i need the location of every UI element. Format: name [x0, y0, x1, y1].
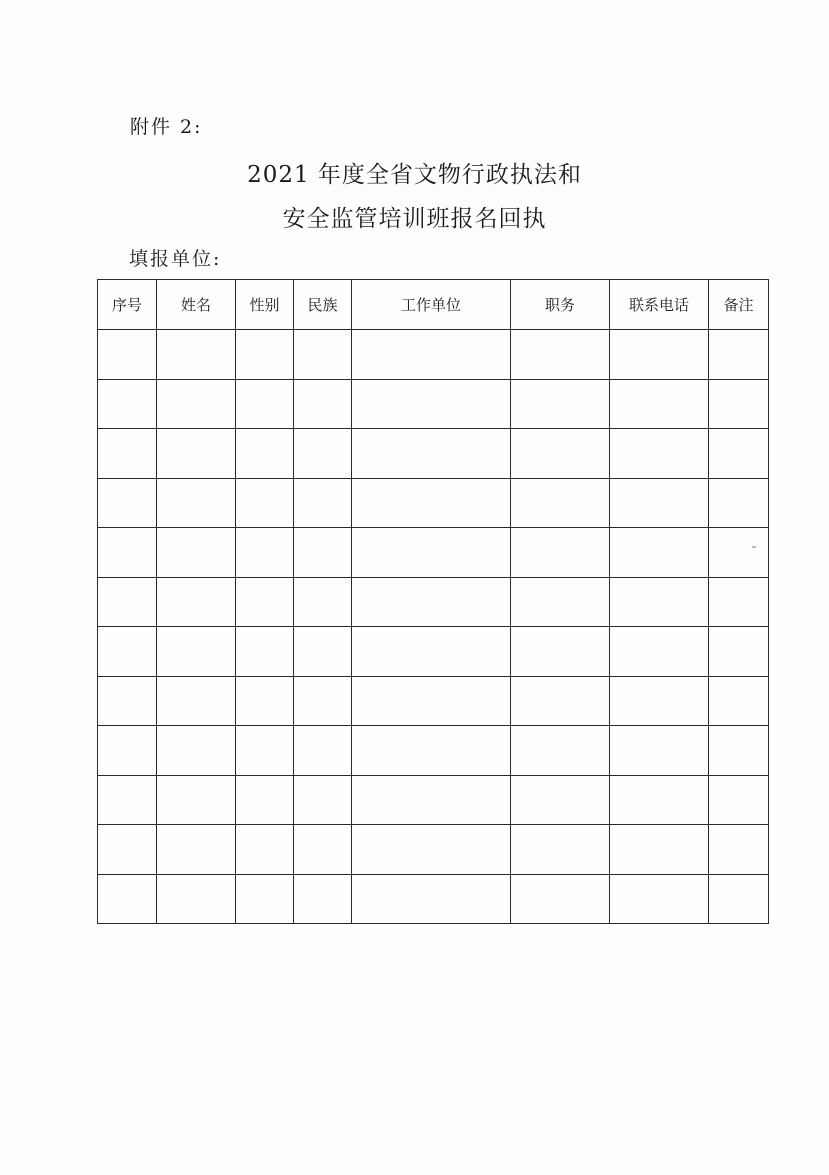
table-cell	[610, 627, 709, 677]
table-cell	[610, 577, 709, 627]
table-cell	[709, 874, 769, 924]
table-cell	[236, 726, 294, 776]
table-cell	[236, 478, 294, 528]
table-cell	[294, 577, 352, 627]
header-gender: 性别	[236, 280, 294, 330]
table-cell	[511, 627, 610, 677]
table-cell	[236, 379, 294, 429]
table-cell	[511, 874, 610, 924]
fill-unit-label: 填报单位:	[129, 248, 222, 270]
table-cell	[157, 429, 236, 479]
table-cell	[157, 726, 236, 776]
header-name: 姓名	[157, 280, 236, 330]
table-cell	[294, 330, 352, 380]
table-cell	[352, 528, 511, 578]
document-title-line-1: 2021 年度全省文物行政执法和	[247, 162, 582, 188]
table-cell	[610, 379, 709, 429]
table-cell	[610, 330, 709, 380]
table-cell	[511, 429, 610, 479]
table-cell	[236, 775, 294, 825]
header-serial-number: 序号	[98, 280, 157, 330]
table-row	[98, 330, 769, 380]
table-row	[98, 528, 769, 578]
table-cell	[98, 577, 157, 627]
table-cell	[294, 825, 352, 875]
table-cell	[610, 676, 709, 726]
table-cell	[236, 528, 294, 578]
table-cell	[709, 577, 769, 627]
table-cell	[352, 429, 511, 479]
table-cell	[610, 478, 709, 528]
table-cell	[98, 676, 157, 726]
header-phone: 联系电话	[610, 280, 709, 330]
table-cell	[157, 528, 236, 578]
table-cell	[352, 825, 511, 875]
table-cell	[352, 874, 511, 924]
table-cell	[157, 676, 236, 726]
table-cell	[294, 676, 352, 726]
scan-artifact	[752, 546, 756, 548]
table-cell	[709, 330, 769, 380]
table-row	[98, 379, 769, 429]
table-cell	[352, 775, 511, 825]
table-cell	[294, 775, 352, 825]
table-cell	[98, 528, 157, 578]
table-cell	[157, 874, 236, 924]
table-cell	[98, 726, 157, 776]
table-cell	[236, 627, 294, 677]
table-cell	[294, 874, 352, 924]
table-cell	[610, 825, 709, 875]
table-cell	[709, 478, 769, 528]
table-cell	[157, 330, 236, 380]
table-cell	[610, 874, 709, 924]
table-cell	[98, 775, 157, 825]
header-position: 职务	[511, 280, 610, 330]
table-cell	[352, 478, 511, 528]
header-remarks: 备注	[709, 280, 769, 330]
table-cell	[511, 528, 610, 578]
table-cell	[157, 825, 236, 875]
table-row	[98, 726, 769, 776]
table-row	[98, 775, 769, 825]
table-cell	[511, 676, 610, 726]
table-cell	[236, 676, 294, 726]
table-cell	[98, 478, 157, 528]
table-cell	[352, 330, 511, 380]
table-header-row	[98, 280, 769, 330]
table-cell	[236, 577, 294, 627]
table-cell	[352, 577, 511, 627]
table-cell	[610, 726, 709, 776]
table-cell	[157, 775, 236, 825]
table-cell	[610, 429, 709, 479]
table-cell	[294, 627, 352, 677]
table-cell	[709, 379, 769, 429]
table-cell	[157, 577, 236, 627]
table-cell	[709, 775, 769, 825]
table-cell	[236, 825, 294, 875]
table-cell	[98, 627, 157, 677]
header-ethnicity: 民族	[294, 280, 352, 330]
table-cell	[511, 330, 610, 380]
table-cell	[709, 627, 769, 677]
table-row	[98, 429, 769, 479]
table-cell	[610, 528, 709, 578]
table-cell	[511, 726, 610, 776]
table-cell	[709, 429, 769, 479]
table-cell	[352, 726, 511, 776]
table-cell	[511, 577, 610, 627]
table-cell	[511, 478, 610, 528]
table-cell	[294, 528, 352, 578]
table-cell	[352, 676, 511, 726]
table-cell	[511, 379, 610, 429]
table-cell	[511, 825, 610, 875]
table-cell	[236, 330, 294, 380]
table-cell	[157, 478, 236, 528]
table-row	[98, 676, 769, 726]
table-cell	[294, 429, 352, 479]
table-cell	[294, 726, 352, 776]
document-title-line-2: 安全监管培训班报名回执	[282, 206, 547, 232]
table-cell	[352, 627, 511, 677]
table-cell	[236, 429, 294, 479]
registration-table	[97, 279, 769, 924]
attachment-label: 附件 2:	[130, 116, 203, 138]
table-cell	[294, 379, 352, 429]
table-cell	[157, 379, 236, 429]
table-row	[98, 825, 769, 875]
table-row	[98, 577, 769, 627]
table-cell	[709, 528, 769, 578]
table-cell	[709, 676, 769, 726]
table-cell	[98, 379, 157, 429]
table-cell	[157, 627, 236, 677]
table-row	[98, 874, 769, 924]
table-cell	[709, 825, 769, 875]
table-cell	[236, 874, 294, 924]
table-cell	[98, 874, 157, 924]
table-cell	[98, 825, 157, 875]
table-cell	[294, 478, 352, 528]
table-cell	[98, 330, 157, 380]
table-cell	[511, 775, 610, 825]
table-cell	[610, 775, 709, 825]
table-cell	[352, 379, 511, 429]
table-row	[98, 478, 769, 528]
table-row	[98, 627, 769, 677]
table-body	[98, 330, 769, 924]
table-cell	[709, 726, 769, 776]
header-work-unit: 工作单位	[352, 280, 511, 330]
table-cell	[98, 429, 157, 479]
